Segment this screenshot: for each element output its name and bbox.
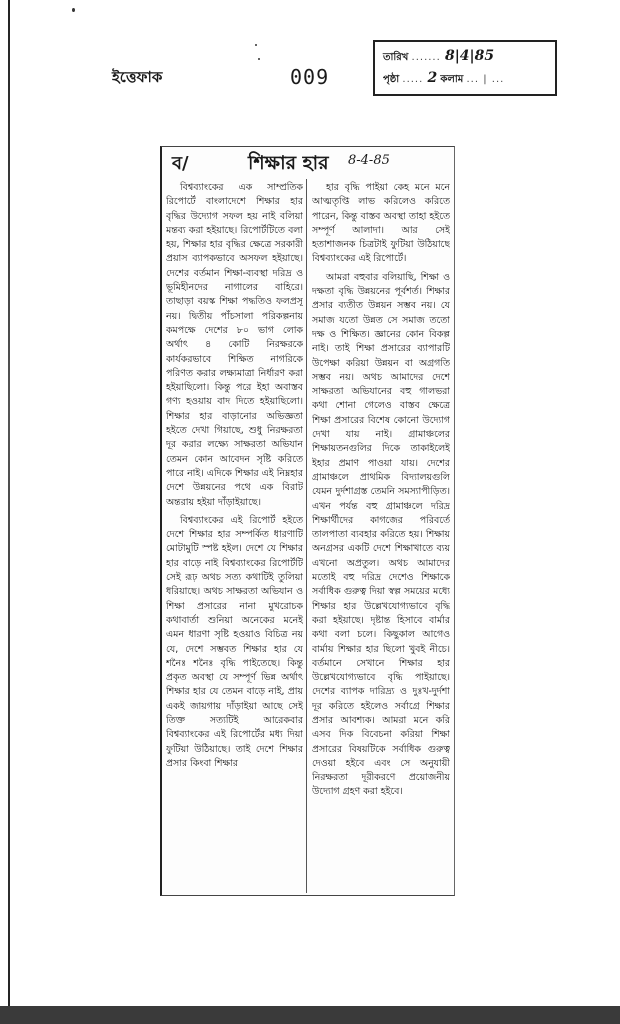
stamp-dots: ....... xyxy=(411,52,445,63)
ink-speck xyxy=(72,8,75,12)
archive-stamp xyxy=(373,40,557,96)
right-column-paragraph: আমরা বহুবার বলিয়াছি, শিক্ষা ও দক্ষতা বৃদ্ধি উন্নয়নের পূর্বশর্ত। শিক্ষার প্রসার ব্যতীত উন্নয়ন সম্ভব নয়। যে সমাজ যতো উন্নত সে সমাজ ততো দক্ষ ও শিক্ষিত। জ্ঞানের কোন বিকল্প নাই। তাই শিক্ষা প্রসারের ব্যাপারটি উপেক্ষা করিয়া উন্নয়ন বা অগ্রগতি সম্ভব নয়। অথচ আমাদের দেশে সাক্ষরতা অভিযানের বহু গালভরা কথা শোনা গেলেও বাস্তব ক্ষেত্রে শিক্ষা প্রসারের বিশেষ কোনো উদ্যোগ দেখা যায় নাই। গ্রামাঞ্চলের শিক্ষায়তনগুলির দিকে তাকাইলেই ইহার প্রমাণ পাওয়া যায়। দেশের গ্রামাঞ্চলে প্রাথমিক বিদ্যালয়গুলি যেমন দুর্দশাগ্রস্ত তেমনি সমস্যাপীড়িত। এখন পর্যন্ত বহু গ্রামাঞ্চলে দরিদ্র শিক্ষার্থীদের কাগজের পরিবর্তে তালপাতা ব্যবহার করিতে হয়। শিক্ষায় অনগ্রসর একটি দেশে শিক্ষাখাতে ব্যয় এখনো অপ্রতুল। অথচ আমাদের মতোই বহু দরিদ্র দেশেও শিক্ষাকে সর্বাধিক গুরুত্ব দিয়া স্বল্প সময়ের মধ্যে শিক্ষার হার উল্লেখযোগ্যভাবে বৃদ্ধি করা হইয়াছে। দৃষ্টান্ত হিসাবে বার্মার কথা বলা চলে। কিছুকাল আগেও বার্মায় শিক্ষার হার ছিলো খুবই নীচে। বর্তমানে সেখানে শিক্ষার হার উল্লেখযোগ্যভাবে বৃদ্ধি পাইয়াছে। দেশের ব্যাপক দারিদ্র্য ও দুঃখ-দুর্দশা দূর করিতে হইলেও সর্বাগ্রে শিক্ষার প্রসার আবশ্যক। আমরা মনে করি এসব দিক বিবেচনা করিয়া শিক্ষা প্রসারের বিষয়টিকে সর্বাধিক গুরুত্ব দেওয়া হইবে এবং সে অনুযায়ী নিরক্ষরতা দূরীকরণে প্রয়োজনীয় উদ্যোগ গ্রহণ করা হইবে। xyxy=(312,271,450,798)
stamp-page-label: পৃষ্ঠা xyxy=(383,74,400,85)
ink-speck xyxy=(258,58,260,60)
left-column xyxy=(166,181,303,893)
clipping-header xyxy=(162,147,454,181)
left-column-paragraph: বিশ্বব্যাংকের এক সাম্প্রতিক রিপোর্টে বাংলাদেশে শিক্ষার হার বৃদ্ধির উদ্যোগ সফল হয় নাই বলিয়া মন্তব্য করা হইয়াছে। রিপোর্টটিতে বলা হয়, শিক্ষার হার বৃদ্ধির ক্ষেত্রে সরকারী প্রয়াস ব্যাপকভাবে অসফল হইয়াছে। দেশের বর্তমান শিক্ষা-ব্যবস্থা দরিদ্র ও ভূমিহীনদের নাগালের বাহিরে। তাছাড়া বয়স্ক শিক্ষা পদ্ধতিও ফলপ্রসূ নয়। দ্বিতীয় পাঁচসালা পরিকল্পনায় কমপক্ষে দেশের ৮০ ভাগ লোক অর্থাৎ ৪ কোটি নিরক্ষরকে কার্যকরভাবে শিক্ষিত নাগরিকে পরিণত করার লক্ষ্যমাত্রা নির্ধারণ করা হইয়াছিলো। কিন্তু পরে ইহা অবাস্তব গণ্য হওয়ায় বাদ দিতে হইয়াছিলো। শিক্ষার হার বাড়ানোর অভিজ্ঞতা হইতে দেখা গিয়াছে, শুধু নিরক্ষরতা দূর করার লক্ষ্যে সাক্ষরতা অভিযান তেমন কোন আবেদন সৃষ্টি করিতে পারে নাই। এদিকে শিক্ষার এই নিম্নহার দেশে উন্নয়নের পথে এক বিরাট অন্তরায় হইয়া দাঁড়াইয়াছে। xyxy=(166,182,303,508)
right-column xyxy=(312,181,450,893)
scan-left-edge xyxy=(8,0,10,1024)
stamp-column-label: কলাম xyxy=(440,74,464,85)
newspaper-clipping xyxy=(160,146,455,896)
scan-bottom-edge xyxy=(0,1006,620,1024)
stamp-dots: ..... xyxy=(402,74,428,85)
handwritten-mark: ব/ xyxy=(172,153,189,174)
stamp-page-value: 2 xyxy=(427,70,438,86)
stamp-date-label: তারিখ xyxy=(383,52,409,63)
stamp-page-row xyxy=(383,70,549,88)
column-divider xyxy=(306,179,307,893)
editorial-title: শিক্ষার হার xyxy=(248,152,329,174)
stamp-date-row xyxy=(383,48,549,66)
page-number: 009 xyxy=(290,65,330,89)
stamp-dots: ... | ... xyxy=(466,74,505,85)
right-column-paragraph: হার বৃদ্ধি পাইয়া কেহ মনে মনে আত্মতৃপ্তি লাভ করিলেও করিতে পারেন, কিন্তু বাস্তব অবস্থা তাহা হইতে সম্পূর্ণ আলাদা। আর সেই হতাশাজনক চিত্রটাই ফুটিয়া উঠিয়াছে বিশ্বব্যাংকের এই রিপোর্টে। xyxy=(312,182,450,265)
newspaper-name: ইত্তেফাক xyxy=(112,68,163,86)
handwritten-date: 8-4-85 xyxy=(348,153,390,168)
left-column-paragraph: বিশ্বব্যাংকের এই রিপোর্ট হইতে দেশে শিক্ষার হার সম্পর্কিত ধারণাটি মোটামুটি স্পষ্ট হইল। দেশে যে শিক্ষার হার বাড়ে নাই বিশ্বব্যাংকের রিপোর্টটি সেই রূঢ় অথচ সত্য কথাটিই তুলিয়া ধরিয়াছে। অথচ সাক্ষরতা অভিযান ও শিক্ষা প্রসারের নানা মুখরোচক কথাবার্তা শুনিয়া অনেকের মনেই এমন ধারণা সৃষ্টি হওয়াও বিচিত্র নয় যে, দেশে সম্ভবত শিক্ষার হার যে শনৈঃ শনৈঃ বৃদ্ধি পাইতেছে। কিন্তু প্রকৃত অবস্থা যে সম্পূর্ণ ভিন্ন অর্থাৎ শিক্ষার হার যে তেমন বাড়ে নাই, প্রায় একই জায়গায় দাঁড়াইয়া আছে সেই তিক্ত সত্যটিই আরেকবার বিশ্বব্যাংকের এই রিপোর্টের মধ্য দিয়া ফুটিয়া উঠিয়াছে। তাই দেশে শিক্ষার প্রসার কিংবা শিক্ষার xyxy=(166,514,303,769)
ink-speck xyxy=(255,44,257,46)
stamp-date-value: 8|4|85 xyxy=(444,48,495,64)
